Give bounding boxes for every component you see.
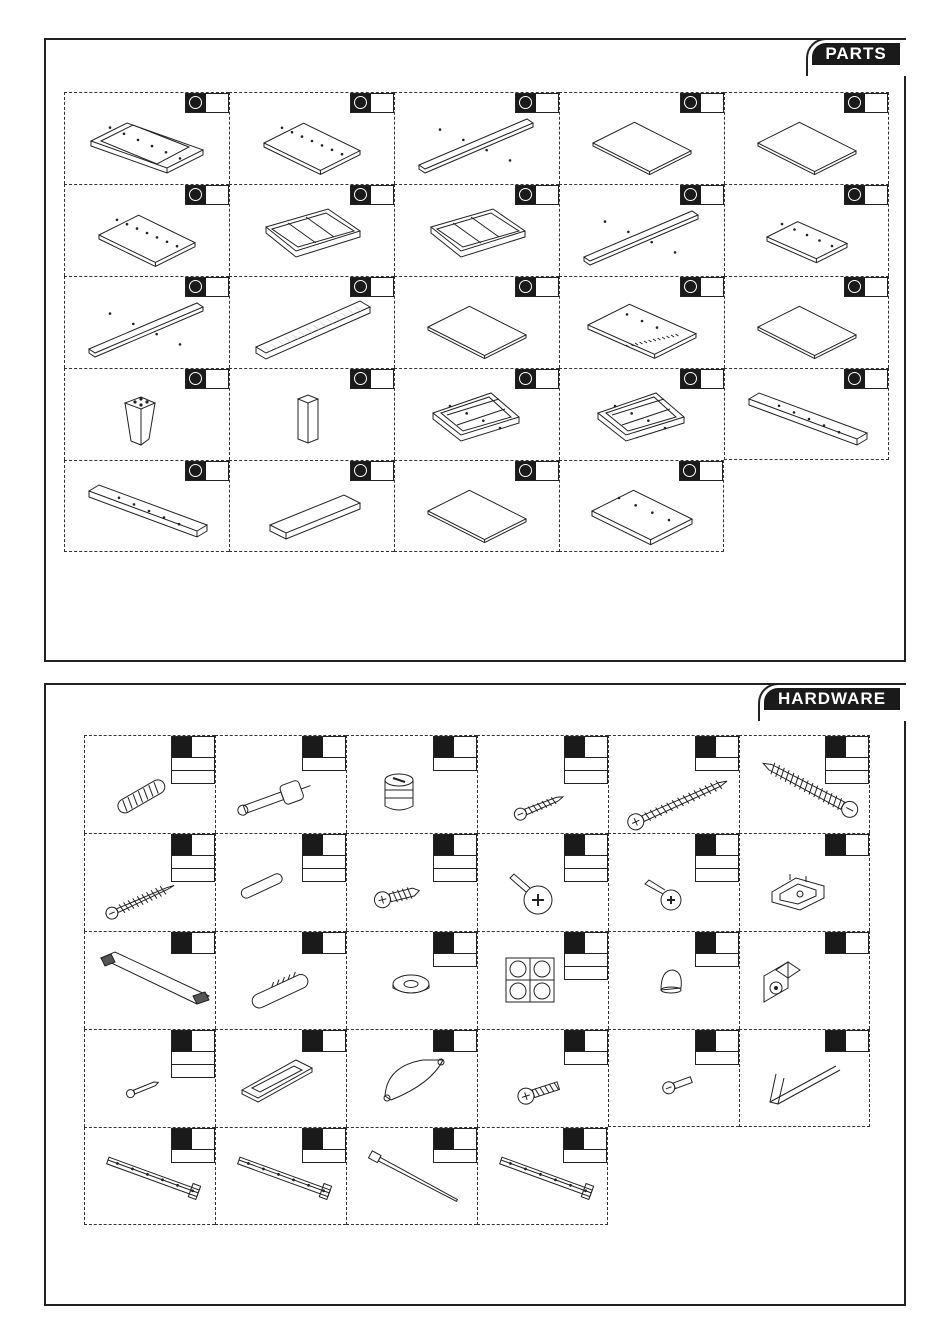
hardware-cell bbox=[477, 735, 608, 833]
part-cell bbox=[64, 184, 229, 276]
hardware-cell bbox=[346, 735, 477, 833]
flat-board-icon bbox=[395, 277, 560, 369]
slatted-frame-icon bbox=[230, 185, 395, 277]
parts-title: PARTS bbox=[812, 43, 900, 65]
wood-dowel-icon bbox=[85, 736, 216, 834]
part-cell bbox=[724, 184, 889, 276]
part-cell bbox=[724, 92, 889, 184]
hardware-cell bbox=[84, 1029, 215, 1127]
part-cell bbox=[64, 92, 229, 184]
part-cell bbox=[64, 460, 229, 552]
machine-screw-icon bbox=[478, 1030, 609, 1128]
part-cell bbox=[559, 460, 724, 552]
hardware-cell bbox=[739, 931, 870, 1029]
adhesive-strip-icon bbox=[85, 932, 216, 1030]
part-cell bbox=[229, 184, 394, 276]
drilled-shelf-icon bbox=[560, 461, 725, 553]
hardware-cell bbox=[84, 735, 215, 833]
part-cell bbox=[559, 276, 724, 368]
washer-icon bbox=[347, 932, 478, 1030]
louvered-panel-icon bbox=[560, 277, 725, 369]
slatted-frame-icon bbox=[395, 185, 560, 277]
corner-bracket-icon bbox=[740, 932, 871, 1030]
cup-handle-icon bbox=[347, 1030, 478, 1128]
hardware-title: HARDWARE bbox=[764, 688, 900, 710]
truss-screw-icon bbox=[478, 834, 609, 932]
lag-screw-icon bbox=[740, 736, 871, 834]
tapered-leg-icon bbox=[65, 369, 230, 461]
hardware-cell bbox=[215, 1127, 346, 1225]
hardware-cell bbox=[346, 931, 477, 1029]
hardware-cell bbox=[84, 833, 215, 931]
drilled-panel-icon bbox=[230, 93, 395, 185]
felt-pads-icon bbox=[478, 932, 609, 1030]
drawer-slide-icon bbox=[85, 1128, 216, 1226]
hardware-cell bbox=[346, 1127, 477, 1225]
part-cell bbox=[559, 92, 724, 184]
short-screw-icon bbox=[478, 736, 609, 834]
notched-panel-icon bbox=[725, 185, 890, 277]
long-screw-icon bbox=[609, 736, 740, 834]
part-cell bbox=[559, 368, 724, 460]
hardware-cell bbox=[215, 1029, 346, 1127]
long-shelf-icon bbox=[65, 461, 230, 553]
hardware-cell bbox=[608, 735, 739, 833]
part-cell bbox=[559, 184, 724, 276]
bracket-clip-icon bbox=[740, 834, 871, 932]
long-shelf-icon bbox=[725, 369, 890, 461]
wood-screw-icon bbox=[85, 834, 216, 932]
cable-tie-icon bbox=[347, 1128, 478, 1226]
part-cell bbox=[229, 92, 394, 184]
part-cell bbox=[64, 276, 229, 368]
flat-board-icon bbox=[725, 277, 890, 369]
drawer-slide-icon bbox=[216, 1128, 347, 1226]
rail-icon bbox=[65, 277, 230, 369]
hardware-cell bbox=[739, 1029, 870, 1127]
hardware-cell bbox=[739, 735, 870, 833]
rail-icon bbox=[560, 185, 725, 277]
drawer-slide-icon bbox=[478, 1128, 609, 1226]
hardware-cell bbox=[477, 1127, 608, 1225]
hardware-panel bbox=[44, 683, 906, 1306]
bumper-icon bbox=[609, 932, 740, 1030]
hardware-cell bbox=[608, 833, 739, 931]
recessed-handle-icon bbox=[216, 1030, 347, 1128]
parts-panel bbox=[44, 38, 906, 662]
part-cell bbox=[394, 460, 559, 552]
flat-board-icon bbox=[395, 461, 560, 553]
hardware-cell bbox=[477, 931, 608, 1029]
part-cell bbox=[394, 368, 559, 460]
drawer-frame-icon bbox=[395, 369, 560, 461]
part-cell bbox=[64, 368, 229, 460]
hardware-cell bbox=[84, 931, 215, 1029]
wall-anchor-icon bbox=[216, 932, 347, 1030]
part-cell bbox=[229, 276, 394, 368]
hardware-cell bbox=[215, 931, 346, 1029]
cam-bolt-icon bbox=[216, 736, 347, 834]
hardware-cell bbox=[215, 735, 346, 833]
pan-screw-icon bbox=[347, 834, 478, 932]
hardware-cell bbox=[608, 931, 739, 1029]
drawer-frame-icon bbox=[560, 369, 725, 461]
part-cell bbox=[724, 276, 889, 368]
cam-lock-icon bbox=[347, 736, 478, 834]
rail-icon bbox=[395, 93, 560, 185]
part-cell bbox=[394, 276, 559, 368]
hardware-cell bbox=[608, 1029, 739, 1127]
part-cell bbox=[229, 368, 394, 460]
frame-panel-icon bbox=[65, 93, 230, 185]
small-bolt-icon bbox=[609, 1030, 740, 1128]
tiny-screw-icon bbox=[85, 1030, 216, 1128]
allen-key-icon bbox=[740, 1030, 871, 1128]
hardware-cell bbox=[84, 1127, 215, 1225]
part-cell bbox=[724, 368, 889, 460]
truss-screw-small-icon bbox=[609, 834, 740, 932]
short-shelf-icon bbox=[230, 461, 395, 553]
hardware-cell bbox=[477, 1029, 608, 1127]
part-cell bbox=[394, 184, 559, 276]
hardware-cell bbox=[346, 833, 477, 931]
part-cell bbox=[394, 92, 559, 184]
hardware-cell bbox=[739, 833, 870, 931]
drilled-panel-icon bbox=[65, 185, 230, 277]
hardware-cell bbox=[477, 833, 608, 931]
flat-board-icon bbox=[560, 93, 725, 185]
louvered-rail-icon bbox=[230, 277, 395, 369]
flat-board-icon bbox=[725, 93, 890, 185]
square-leg-icon bbox=[230, 369, 395, 461]
part-cell bbox=[229, 460, 394, 552]
hardware-cell bbox=[215, 833, 346, 931]
hardware-cell bbox=[346, 1029, 477, 1127]
metal-pin-icon bbox=[216, 834, 347, 932]
